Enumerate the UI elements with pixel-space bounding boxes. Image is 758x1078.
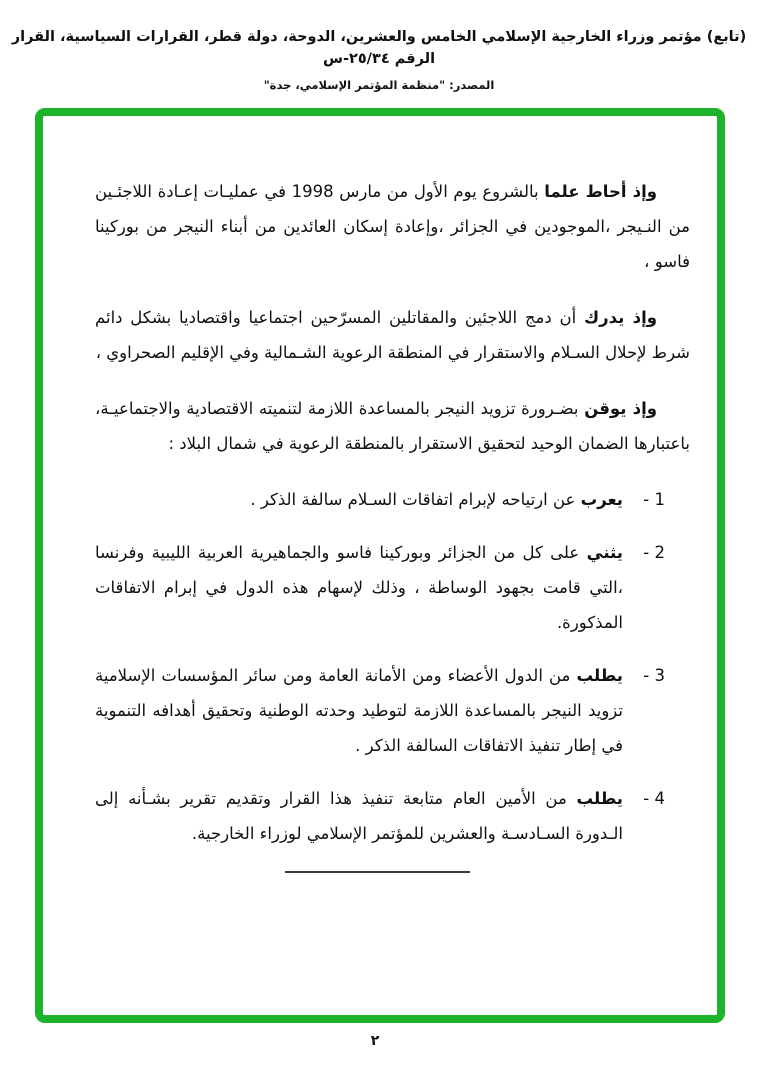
end-of-text-divider — [285, 871, 470, 873]
item-text — [95, 535, 623, 640]
item-number: 3 - — [643, 666, 665, 685]
item-lead: يطلب — [576, 666, 623, 685]
paragraph-text: أن دمج اللاجئين والمقاتلين المسرّحين اجتماعيا واقتصاديا بشكل دائم شرط لإحلال السـلام والاستقرار في المنطقة الرعوية الشـمالية وفي الإقليم الصحراوي ، — [95, 308, 690, 362]
numbered-item — [95, 781, 690, 851]
item-text — [95, 658, 623, 763]
paragraph-text: بضـرورة تزويد النيجر بالمساعدة اللازمة لتنميته الاقتصادية والاجتماعيـة، باعتبارها الضمان الوحيد لتحقيق الاستقرار بالمنطقة الرعوية في شمال البلاد : — [95, 399, 690, 453]
item-lead: يطلب — [576, 789, 623, 808]
paragraph-lead: وإذ يوقن — [584, 399, 657, 418]
header-title-line: (تابع) مؤتمر وزراء الخارجية الإسلامي الخامس والعشرين، الدوحة، دولة قطر، القرارات السياسية، القرار الرقم ٢٥/٣٤-س — [11, 29, 747, 67]
numbered-item — [95, 535, 690, 640]
page-number: ٢ — [370, 1033, 380, 1049]
green-border-frame — [35, 108, 725, 1023]
item-body: من الأمين العام متابعة تنفيذ هذا القرار وتقديم تقرير بشـأنه إلى الـدورة السـادسـة والعشرين للمؤتمر الإسلامي لوزراء الخارجية. — [95, 789, 623, 843]
item-number: 2 - — [643, 543, 665, 562]
item-lead: يثني — [586, 543, 623, 562]
item-number: 1 - — [643, 490, 665, 509]
preamble-paragraph — [95, 300, 690, 370]
item-lead: يعرب — [580, 490, 623, 509]
preamble-paragraph — [95, 391, 690, 461]
paragraph-lead: وإذ يدرك — [583, 308, 657, 327]
numbered-item — [95, 658, 690, 763]
paragraph-text: بالشروع يوم الأول من مارس 1998 في عمليـات إعـادة اللاجئـين من النـيجر ،الموجودين في الجزائر ،وإعادة إسكان العائدين من أبناء النيجر من بوركينا فاسو ، — [95, 182, 690, 271]
document-body — [43, 116, 717, 1015]
item-text — [95, 781, 623, 851]
item-number: 4 - — [643, 789, 665, 808]
item-text — [95, 482, 623, 517]
item-body: عن ارتياحه لإبرام اتفاقات السـلام سالفة الذكر . — [250, 490, 576, 509]
item-body: من الدول الأعضاء ومن الأمانة العامة ومن سائر المؤسسات الإسلامية تزويد النيجر بالمساعدة اللازمة لتوطيد وحدته الوطنية وتحقيق أهدافه التنموية في إطار تنفيذ الاتفاقات السالفة الذكر . — [95, 666, 623, 755]
numbered-item — [95, 482, 690, 517]
preamble-paragraph — [95, 174, 690, 279]
item-body: على كل من الجزائر وبوركينا فاسو والجماهيرية العربية الليبية وفرنسا ،التي قامت بجهود الوساطة ، وذلك لإسهام هذه الدول في إبرام الاتفاقات المذكورة. — [95, 543, 623, 632]
document-header — [0, 26, 758, 92]
header-source-line: المصدر: "منظمة المؤتمر الإسلامي، جدة" — [263, 78, 495, 92]
paragraph-lead: وإذ أحاط علما — [544, 182, 657, 201]
